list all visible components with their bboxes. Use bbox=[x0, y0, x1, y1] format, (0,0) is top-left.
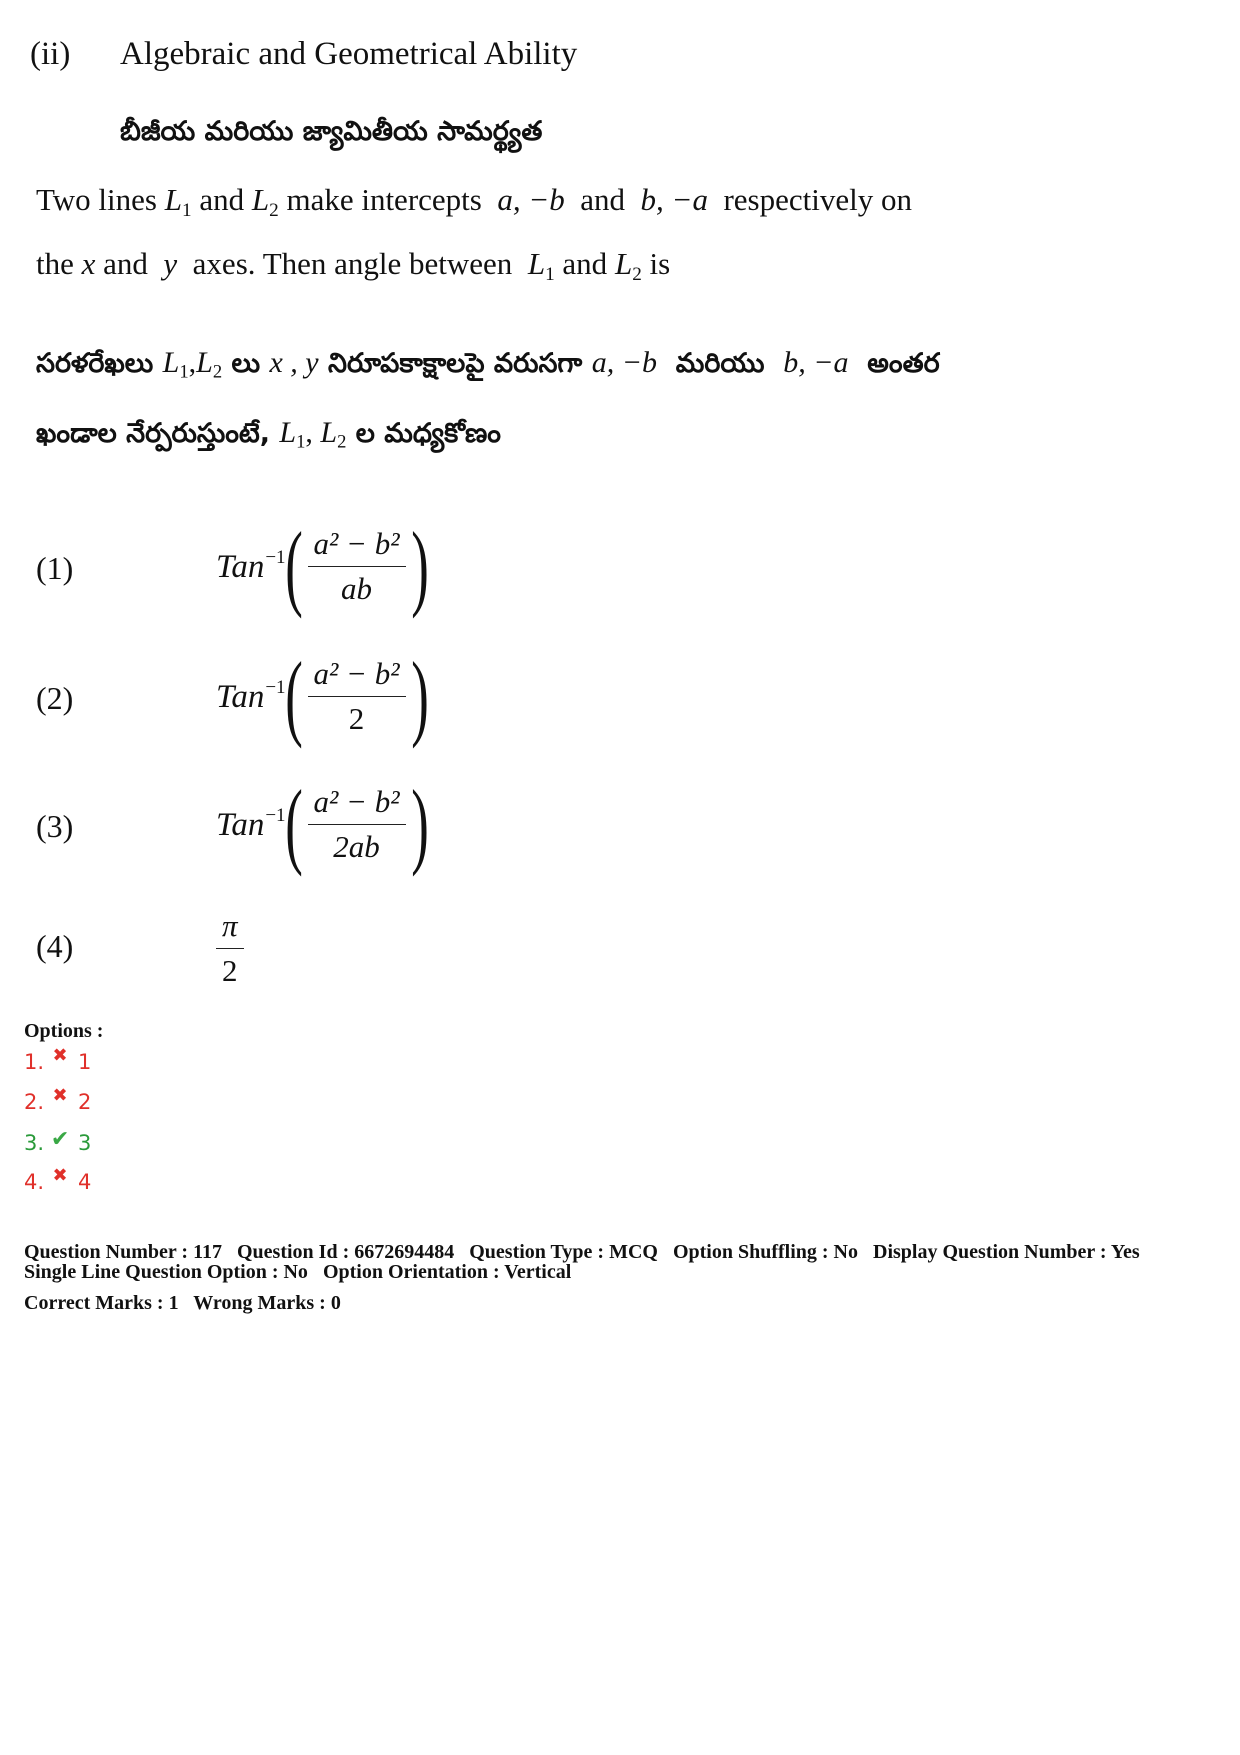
question-id: Question Id : 6672694484 bbox=[236, 1241, 455, 1263]
answer-choice-expression-2: Tan$^{-1}$ ( $\frac{\text{a² − b²}}{2}$ ) bbox=[216, 642, 429, 749]
answer-choice-expression-4 bbox=[210, 908, 250, 989]
section-title-telugu: బీజీయ మరియు జ్యామితీయ సామర్థ్యత bbox=[120, 116, 543, 147]
question-text-te-line1: సరళరేఖలు $L_1,L_2$ లు x , y నిరూపకాక్షాలపై వరుసగా a, −b మరియు b, −a అంతర bbox=[36, 346, 940, 383]
cross-icon: ✖ bbox=[52, 1164, 68, 1186]
option-shuffling: Option Shuffling : No bbox=[672, 1241, 859, 1263]
right-paren: ) bbox=[410, 770, 429, 877]
question-text-en-line1: Two lines $L_1$ and $L_2$ make intercepts a, −b and b, −a respectively on bbox=[36, 182, 912, 221]
answer-choice-label-2: (2) bbox=[36, 680, 74, 716]
options-heading: Options : bbox=[24, 1020, 104, 1042]
wrong-marks: Wrong Marks : 0 bbox=[193, 1292, 341, 1314]
cross-icon: ✖ bbox=[52, 1084, 68, 1106]
question-meta-line2 bbox=[24, 1262, 581, 1282]
question-meta-line1 bbox=[24, 1242, 1150, 1262]
question-type: Question Type : MCQ bbox=[469, 1241, 658, 1263]
single-line-option: Single Line Question Option : No bbox=[24, 1261, 308, 1283]
question-text-te-line2: ఖండాల నేర్పరుస్తుంటే, $L_1$, $L_2$ ల మధ్యకోణం bbox=[36, 416, 501, 453]
right-paren: ) bbox=[410, 642, 429, 749]
fraction: $\frac{\pi}{2}$ bbox=[210, 908, 250, 989]
fraction: $\frac{\text{a² − b²}}{ab}$ bbox=[302, 526, 412, 607]
answer-choice-label-4: (4) bbox=[36, 928, 74, 964]
fraction: $\frac{\text{a² − b²}}{2ab}$ bbox=[302, 784, 412, 865]
left-paren: ( bbox=[284, 642, 303, 749]
section-number: (ii) bbox=[30, 36, 71, 72]
display-question-number: Display Question Number : Yes bbox=[873, 1241, 1140, 1263]
answer-choice-label-1: (1) bbox=[36, 550, 74, 586]
section-title: Algebraic and Geometrical Ability bbox=[120, 36, 578, 72]
question-number: Question Number : 117 bbox=[24, 1241, 222, 1263]
option-row-1: 1. ✖ 1 bbox=[24, 1044, 92, 1074]
question-text-en-line2: the x and y axes. Then angle between $L_1$ and $L_2$ is bbox=[36, 246, 671, 285]
answer-choice-expression-3: Tan$^{-1}$ ( $\frac{\text{a² − b²}}{2ab}$ ) bbox=[216, 770, 429, 877]
fraction: $\frac{\text{a² − b²}}{2}$ bbox=[302, 656, 412, 737]
marks-line bbox=[24, 1292, 351, 1315]
option-orientation: Option Orientation : Vertical bbox=[322, 1261, 572, 1283]
option-row-2: 2. ✖ 2 bbox=[24, 1084, 92, 1114]
check-icon: ✔ bbox=[50, 1127, 70, 1152]
cross-icon: ✖ bbox=[52, 1044, 68, 1066]
option-row-4: 4. ✖ 4 bbox=[24, 1164, 92, 1194]
answer-choice-expression-1: Tan$^{-1}$ ( $\frac{\text{a² − b²}}{ab}$ ) bbox=[216, 512, 429, 619]
correct-marks: Correct Marks : 1 bbox=[24, 1292, 179, 1314]
left-paren: ( bbox=[284, 770, 303, 877]
right-paren: ) bbox=[410, 512, 429, 619]
answer-choice-label-3: (3) bbox=[36, 808, 74, 844]
option-row-3: 3. ✔ 3 bbox=[24, 1127, 92, 1155]
left-paren: ( bbox=[284, 512, 303, 619]
